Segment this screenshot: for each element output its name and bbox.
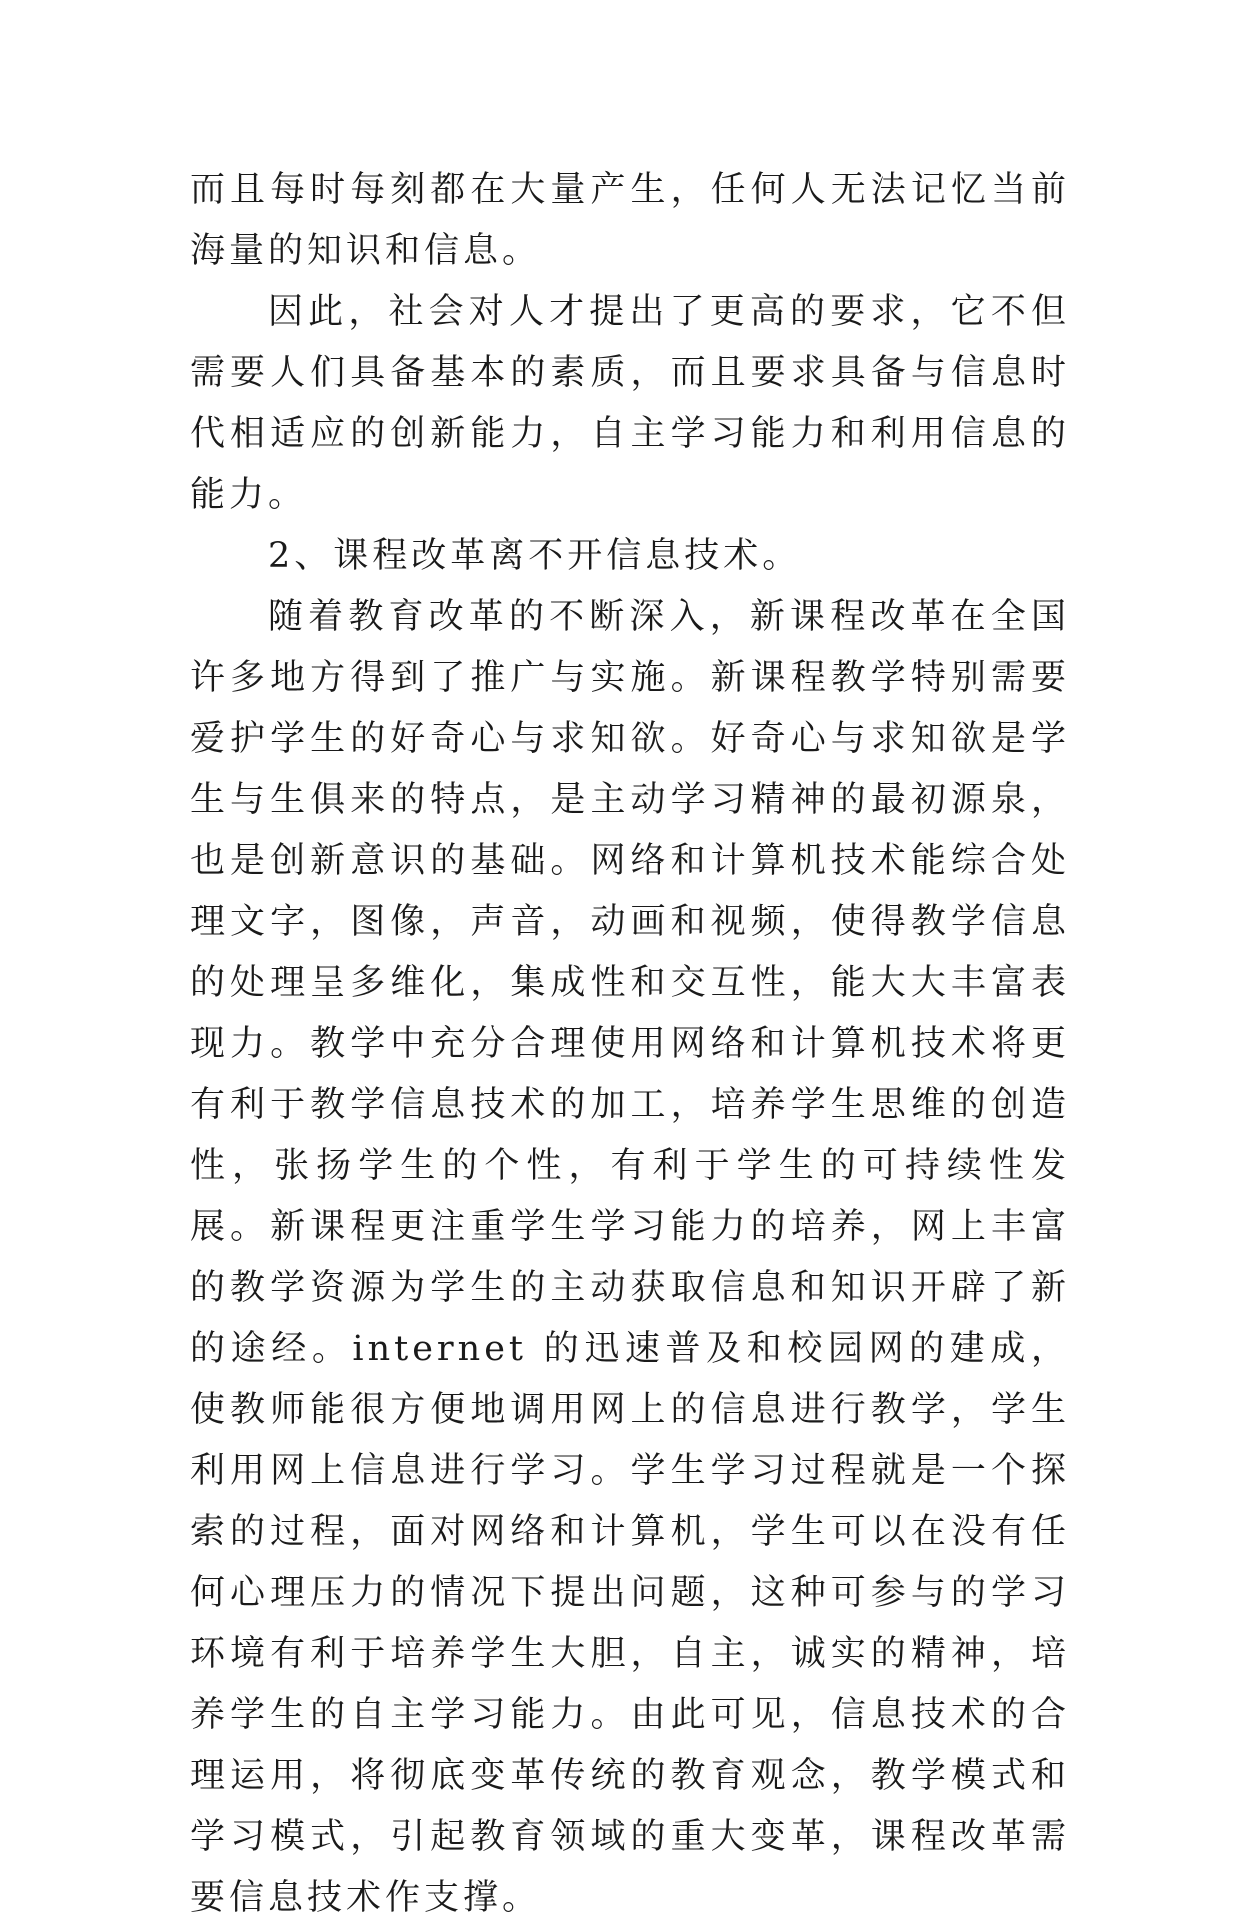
- paragraph-talent-requirements: 因此，社会对人才提出了更高的要求，它不但需要人们具备基本的素质，而且要求具备与信息时代相适应的创新能力，自主学习能力和利用信息的能力。: [190, 292, 1070, 515]
- document-body: [190, 160, 1070, 1929]
- paragraph-continuation: 而且每时每刻都在大量产生，任何人无法记忆当前海量的知识和信息。: [190, 170, 1070, 271]
- section-heading-curriculum-reform: 2、课程改革离不开信息技术。: [268, 536, 802, 576]
- paragraph-curriculum-reform: 随着教育改革的不断深入，新课程改革在全国许多地方得到了推广与实施。新课程教学特别需要爱护学生的好奇心与求知欲。好奇心与求知欲是学生与生俱来的特点，是主动学习精神的最初源泉，也是创新意识的基础。网络和计算机技术能综合处理文字，图像，声音，动画和视频，使得教学信息的处理呈多维化，集成性和交互性，能大大丰富表现力。教学中充分合理使用网络和计算机技术将更有利于教学信息技术的加工，培养学生思维的创造性，张扬学生的个性，有利于学生的可持续性发展。新课程更注重学生学习能力的培养，网上丰富的教学资源为学生的主动获取信息和知识开辟了新的途经。internet 的迅速普及和校园网的建成，使教师能很方便地调用网上的信息进行教学，学生利用网上信息进行学习。学生学习过程就是一个探索的过程，面对网络和计算机，学生可以在没有任何心理压力的情况下提出问题，这种可参与的学习环境有利于培养学生大胆，自主，诚实的精神，培养学生的自主学习能力。由此可见，信息技术的合理运用，将彻底变革传统的教育观念，教学模式和学习模式，引起教育领域的重大变革，课程改革需要信息技术作支撑。: [190, 597, 1070, 1918]
